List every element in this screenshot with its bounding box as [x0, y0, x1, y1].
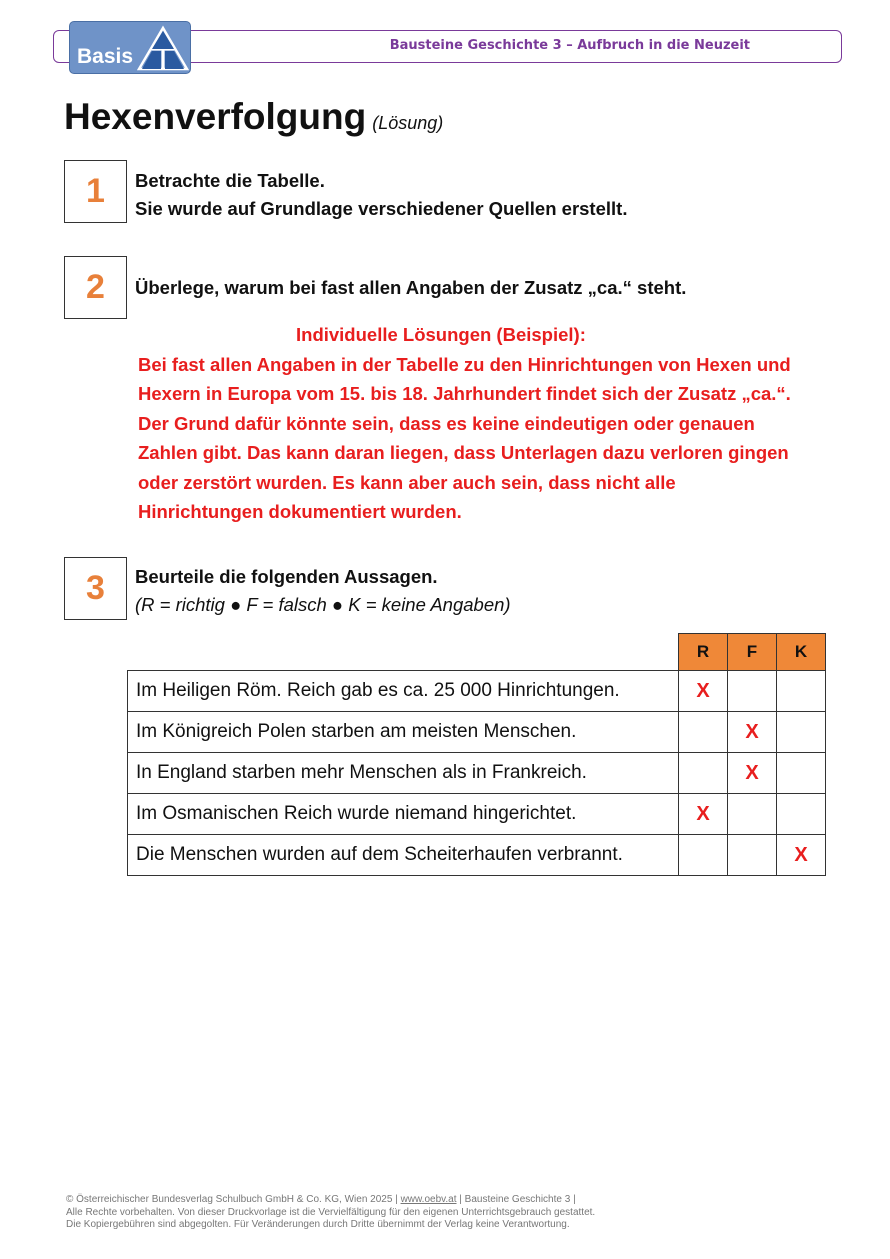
solution-heading: Individuelle Lösungen (Beispiel):: [296, 324, 586, 345]
mark-cell-r: X: [679, 671, 728, 712]
statement-cell: In England starben mehr Menschen als in Frankreich.: [128, 753, 679, 794]
task-1-line-1: Betrachte die Tabelle.: [135, 170, 325, 191]
table-header-row: [128, 634, 826, 671]
publisher-logo: [69, 21, 191, 74]
task-3-text: [135, 563, 511, 619]
footer-line-2: Alle Rechte vorbehalten. Von dieser Druckvorlage ist die Vervielfältigung für den eigenen Unterrichtsgebrauch gestattet.: [66, 1206, 596, 1218]
logo-text: Basis: [77, 45, 134, 68]
solution-line: Zahlen gibt. Das kann daran liegen, dass Unterlagen dazu verloren gingen: [138, 442, 789, 463]
mark-cell-f: [728, 794, 777, 835]
mark-cell-f: [728, 835, 777, 876]
page-title-text: Hexenverfolgung: [64, 96, 367, 137]
mark-cell-k: X: [777, 835, 826, 876]
mark-cell-f: X: [728, 753, 777, 794]
table-row: [128, 753, 826, 794]
mark-cell-r: [679, 712, 728, 753]
statement-cell: Im Heiligen Röm. Reich gab es ca. 25 000 Hinrichtungen.: [128, 671, 679, 712]
solution-line: Hinrichtungen dokumentiert wurden.: [138, 501, 462, 522]
header-title: Bausteine Geschichte 3 – Aufbruch in die Neuzeit: [389, 38, 750, 53]
solution-block: [138, 320, 838, 527]
table-row: [128, 794, 826, 835]
statement-cell: Im Osmanischen Reich wurde niemand hingerichtet.: [128, 794, 679, 835]
pyramid-icon: [137, 25, 189, 71]
page-subtitle: (Lösung): [372, 113, 444, 133]
task-2-text: [135, 274, 686, 302]
task-1-text: [135, 167, 627, 223]
task-number-2: 2: [64, 256, 127, 319]
mark-cell-k: [777, 671, 826, 712]
solution-line: Bei fast allen Angaben in der Tabelle zu den Hinrichtungen von Hexen und: [138, 353, 791, 375]
solution-line: oder zerstört wurden. Es kann aber auch sein, dass nicht alle: [138, 471, 676, 493]
task-3-line-1: Beurteile die folgenden Aussagen.: [135, 566, 438, 587]
task-2-line-1: Überlege, warum bei fast allen Angaben der Zusatz „ca.“ steht.: [135, 277, 687, 298]
column-header-k: K: [777, 634, 826, 671]
page-title: [64, 96, 443, 138]
column-header-r: R: [679, 634, 728, 671]
table-row: [128, 835, 826, 876]
table-row: [128, 671, 826, 712]
footer-series: | Bausteine Geschichte 3 |: [456, 1194, 576, 1205]
footer: [66, 1194, 595, 1232]
task-number-3: 3: [64, 557, 127, 620]
mark-cell-f: X: [728, 712, 777, 753]
mark-cell-k: [777, 794, 826, 835]
table-row: [128, 712, 826, 753]
mark-cell-r: [679, 835, 728, 876]
solution-line: Der Grund dafür könnte sein, dass es keine eindeutigen oder genauen: [138, 412, 755, 434]
mark-cell-k: [777, 712, 826, 753]
task-1-line-2: Sie wurde auf Grundlage verschiedener Quellen erstellt.: [135, 198, 628, 219]
footer-line-3: Die Kopiergebühren sind abgegolten. Für Veränderungen durch Dritte übernimmt der Verlag keine Verantwortung.: [66, 1219, 570, 1230]
assessment-table: [127, 633, 826, 876]
footer-copyright: © Österreichischer Bundesverlag Schulbuch GmbH & Co. KG, Wien 2025 |: [66, 1194, 401, 1205]
mark-cell-r: [679, 753, 728, 794]
column-header-f: F: [728, 634, 777, 671]
mark-cell-f: [728, 671, 777, 712]
statement-cell: Im Königreich Polen starben am meisten Menschen.: [128, 712, 679, 753]
publisher-link[interactable]: www.oebv.at: [400, 1194, 457, 1205]
mark-cell-k: [777, 753, 826, 794]
task-number-1: 1: [64, 160, 127, 223]
statement-cell: Die Menschen wurden auf dem Scheiterhaufen verbrannt.: [128, 835, 679, 876]
table-header-blank: [128, 634, 679, 671]
mark-cell-r: X: [679, 794, 728, 835]
task-3-hint: (R = richtig ● F = falsch ● K = keine Angaben): [135, 594, 511, 615]
solution-line: Hexern in Europa vom 15. bis 18. Jahrhundert findet sich der Zusatz „ca.“.: [138, 383, 791, 404]
footer-line-1: [66, 1194, 595, 1207]
